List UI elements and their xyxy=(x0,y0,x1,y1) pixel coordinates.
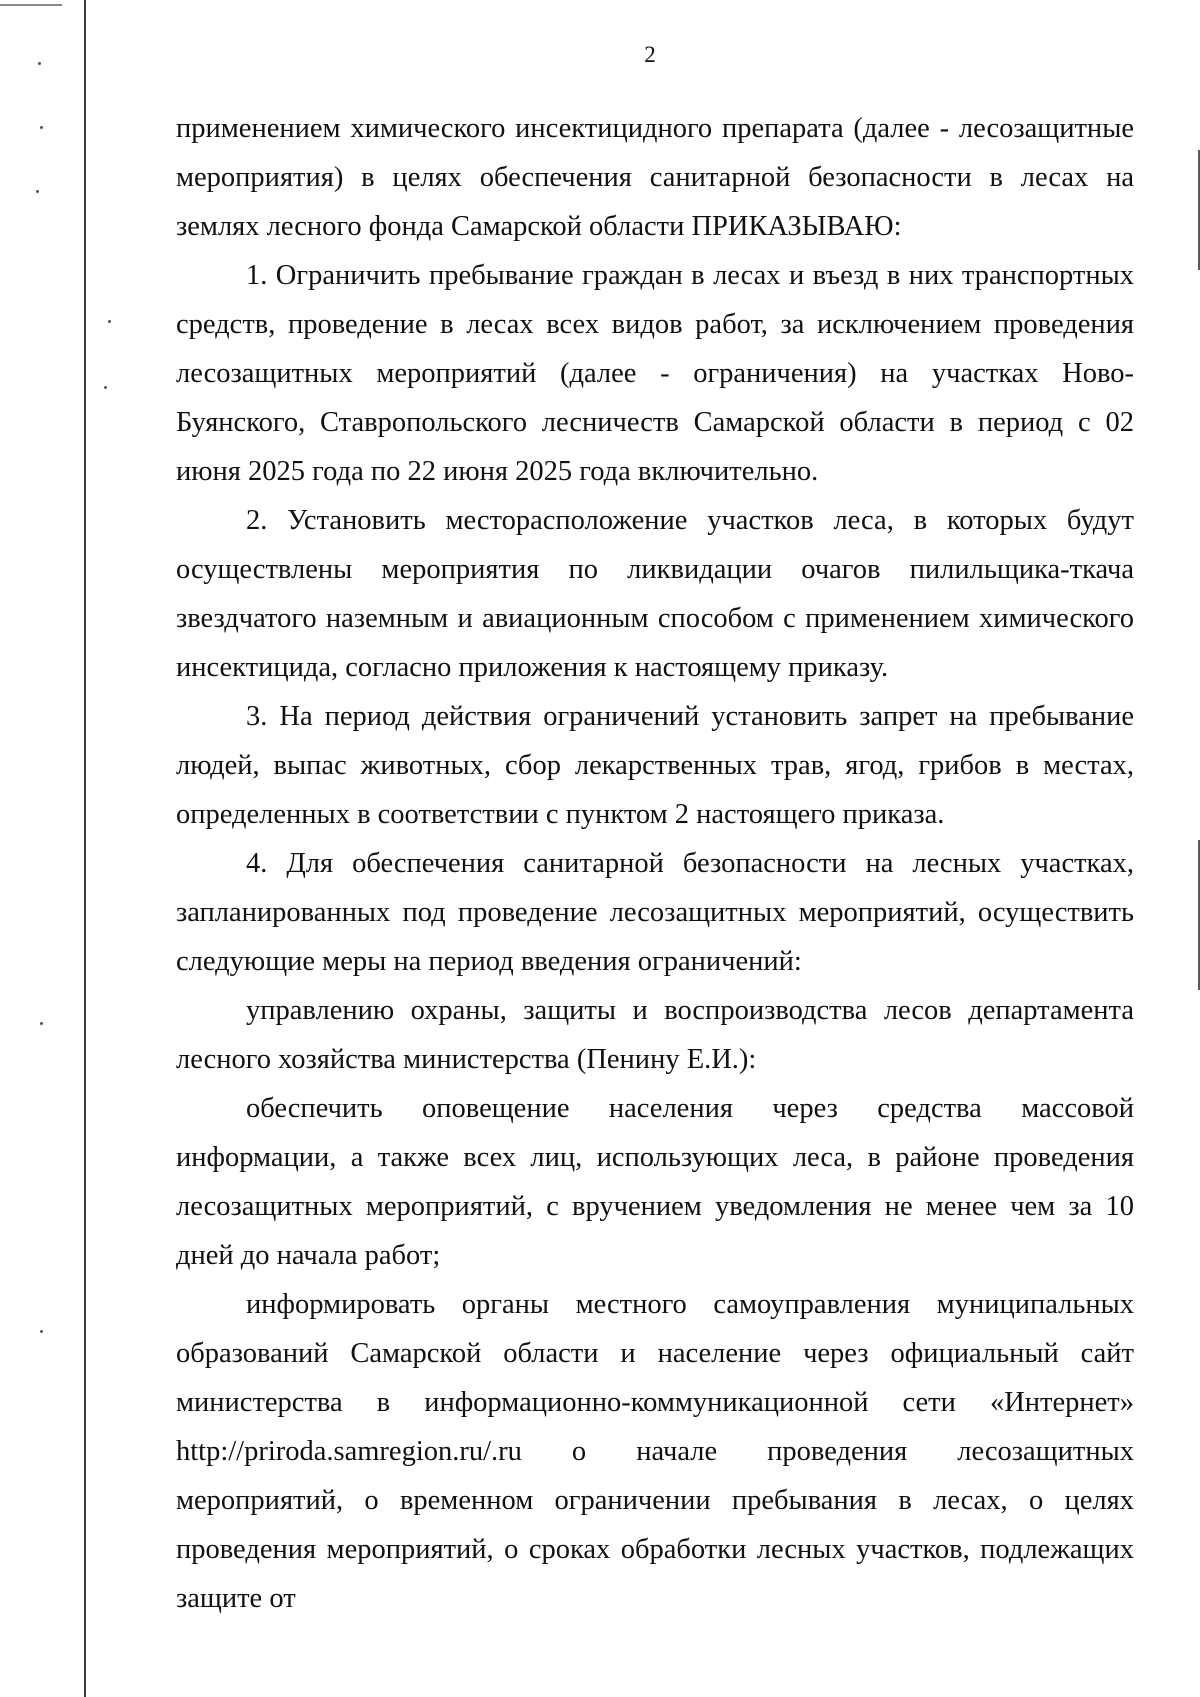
page-number: 2 xyxy=(644,42,656,67)
document-body xyxy=(176,104,1134,1623)
scan-speck xyxy=(40,126,43,129)
scan-speck xyxy=(108,320,111,323)
scan-speck xyxy=(36,190,39,193)
scan-speck xyxy=(40,1330,43,1333)
paragraph-item-3: 3. На период действия ограничений установить запрет на пребывание людей, выпас животных, сбор лекарственных трав, ягод, грибов в местах, определенных в соответствии с пунктом 2 настоящего приказа. xyxy=(176,701,1134,830)
scan-speck xyxy=(104,386,107,389)
paragraph-notification: обеспечить оповещение населения через средства массовой информации, а также всех лиц, использующих леса, в районе проведения лесозащитных мероприятий, с вручением уведомления не менее чем за 10 дней до начала работ; xyxy=(176,1093,1134,1271)
paragraph-intro-continuation: применением химического инсектицидного препарата (далее - лесозащитные мероприятия) в целях обеспечения санитарной безопасности в лесах на землях лесного фонда Самарской области ПРИКАЗЫВАЮ: xyxy=(176,113,1134,242)
paragraph-item-2: 2. Установить месторасположение участков леса, в которых будут осуществлены мероприятия по ликвидации очагов пилильщика-ткача звездчатого наземным и авиационным способом с применением химического инсектицида, согласно приложения к настоящему приказу. xyxy=(176,505,1134,683)
scan-speck xyxy=(40,1022,43,1025)
paragraph-inform: информировать органы местного самоуправления муниципальных образований Самарской области и население через официальный сайт министерства в информационно-коммуникационной сети «Интернет» http://priroda.samregion.ru/.ru о начале проведения лесозащитных мероприятий, о временном ограничении пребывания в лесах, о целях проведения мероприятий, о сроках обработки лесных участков, подлежащих защите от xyxy=(176,1289,1134,1614)
paragraph-department: управлению охраны, защиты и воспроизводства лесов департамента лесного хозяйства министерства (Пенину Е.И.): xyxy=(176,995,1134,1075)
scan-corner-line xyxy=(0,4,62,6)
scan-left-edge xyxy=(84,0,86,1697)
paragraph-item-1: 1. Ограничить пребывание граждан в лесах и въезд в них транспортных средств, проведение в лесах всех видов работ, за исключением проведения лесозащитных мероприятий (далее - ограничения) на участках Ново-Буянского, Ставропольского лесничеств Самарской области в период с 02 июня 2025 года по 22 июня 2025 года включительно. xyxy=(176,260,1134,487)
paragraph-item-4: 4. Для обеспечения санитарной безопасности на лесных участках, запланированных под проведение лесозащитных мероприятий, осуществить следующие меры на период введения ограничений: xyxy=(176,848,1134,977)
